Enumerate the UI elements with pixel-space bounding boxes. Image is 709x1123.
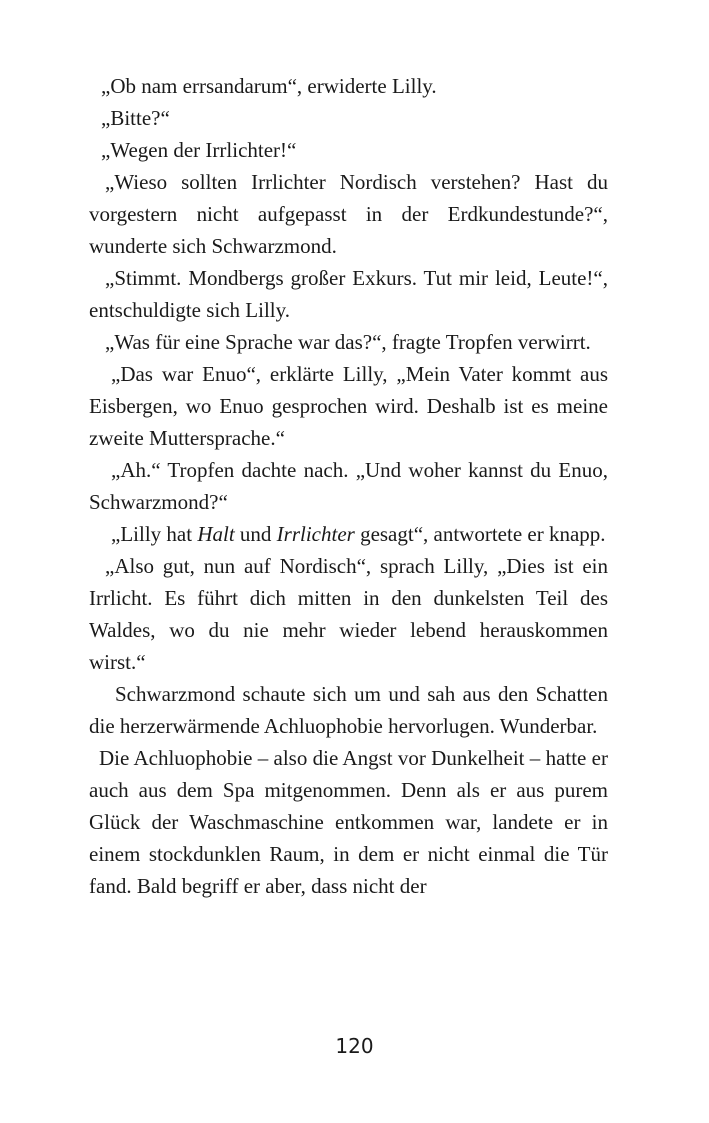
body-text xyxy=(89,70,608,902)
page-number: 120 xyxy=(335,1034,374,1058)
paragraph-10: „Also gut, nun auf Nordisch“, sprach Lilly, „Dies ist ein Irrlicht. Es führt dich mitten in den dunkelsten Teil des Waldes, wo du nie mehr wieder lebend herauskommen wirst.“ xyxy=(89,554,608,674)
paragraph-7: „Das war Enuo“, erklärte Lilly, „Mein Vater kommt aus Eisbergen, wo Enuo gesprochen wird. Deshalb ist es meine zweite Muttersprache.“ xyxy=(89,362,608,450)
paragraph-12: Die Achluophobie – also die Angst vor Dunkelheit – hatte er auch aus dem Spa mitgenommen. Denn als er aus purem Glück der Waschmaschine entkommen war, landete er in einem stockdunklen Raum, in dem er nicht einmal die Tür fand. Bald begriff er aber, dass nicht der xyxy=(89,746,608,898)
paragraph-9 xyxy=(89,518,608,550)
paragraph-6: „Was für eine Sprache war das?“, fragte Tropfen verwirrt. xyxy=(105,330,591,354)
paragraph-5: „Stimmt. Mondbergs großer Exkurs. Tut mir leid, Leute!“, entschuldigte sich Lilly. xyxy=(89,266,608,322)
paragraph-9-after: gesagt“, antwortete er knapp. xyxy=(354,522,606,546)
paragraph-1: „Ob nam errsandarum“, erwiderte Lilly. xyxy=(101,74,437,98)
paragraph-4: „Wieso sollten Irrlichter Nordisch verstehen? Hast du vorgestern nicht aufgepasst in der Erdkundestunde?“, wunderte sich Schwarzmond. xyxy=(89,170,608,258)
paragraph-3: „Wegen der Irrlichter!“ xyxy=(101,138,297,162)
paragraph-11: Schwarzmond schaute sich um und sah aus den Schatten die herzerwärmende Achluophobie hervorlugen. Wunderbar. xyxy=(89,682,608,738)
paragraph-9-middle: und xyxy=(234,522,277,546)
paragraph-9-emphasis-irrlichter: Irrlichter xyxy=(276,522,355,546)
paragraph-9-emphasis-halt: Halt xyxy=(197,522,235,546)
paragraph-9-before: „Lilly hat xyxy=(111,522,198,546)
paragraph-8: „Ah.“ Tropfen dachte nach. „Und woher kannst du Enuo, Schwarzmond?“ xyxy=(89,458,608,514)
paragraph-2: „Bitte?“ xyxy=(101,106,170,130)
